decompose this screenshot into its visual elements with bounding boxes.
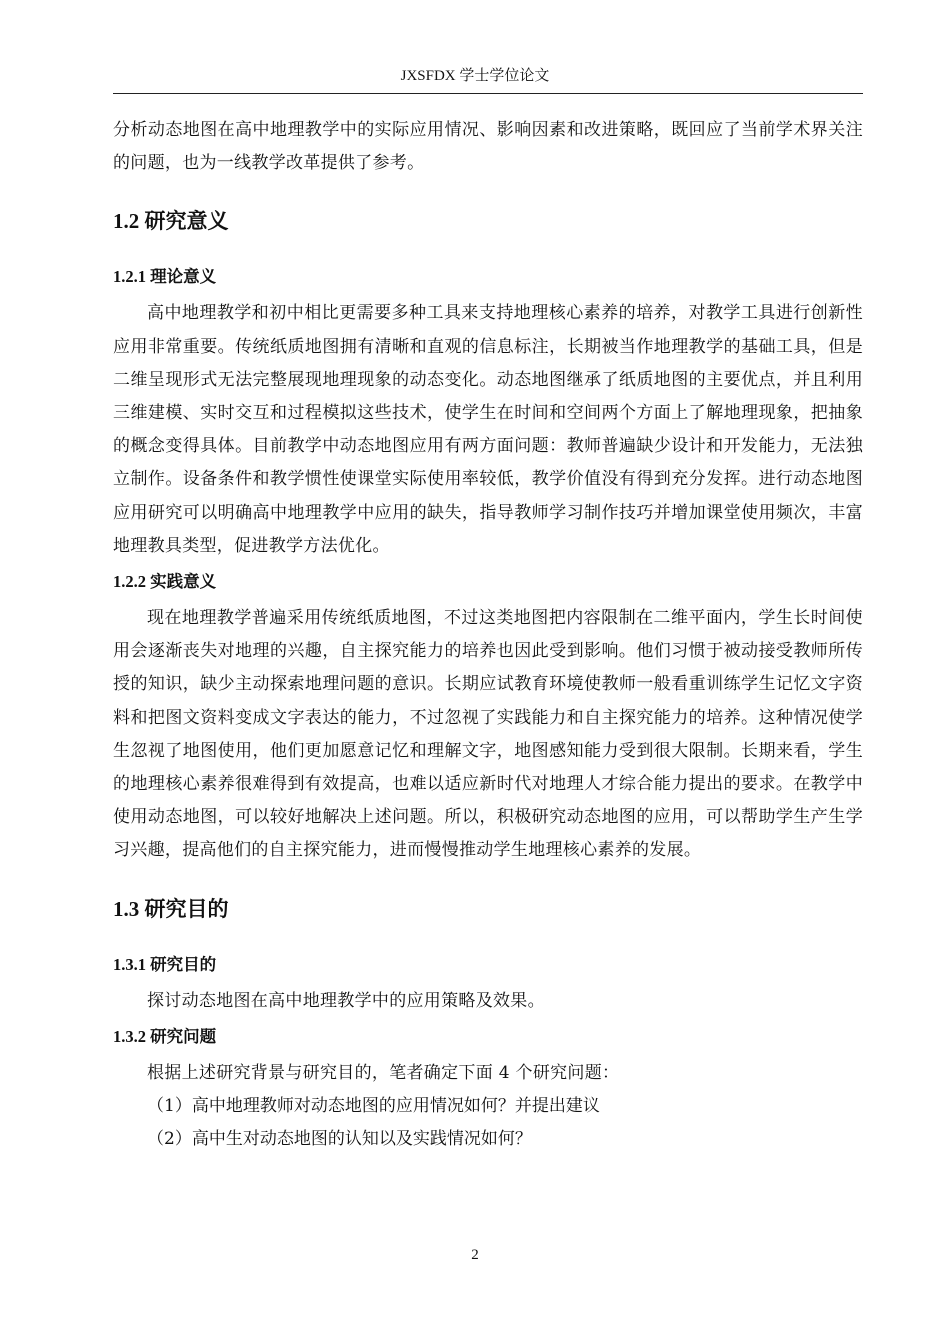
section-heading-1-3: 1.3 研究目的 [113,896,229,921]
paragraph-research-questions-intro: 根据上述研究背景与研究目的，笔者确定下面 4 个研究问题： [147,1062,620,1083]
subsection-heading-1-3-1: 1.3.1 研究目的 [113,954,217,974]
intro-paragraph: 分析动态地图在高中地理教学中的实际应用情况、影响因素和改进策略，既回应了当前学术界关注的问题，也为一线教学改革提供了参考。 [113,120,863,174]
paragraph-theoretical-significance: 高中地理教学和初中相比更需要多种工具来支持地理核心素养的培养，对教学工具进行创新性应用非常重要。传统纸质地图拥有清晰和直观的信息标注，长期被当作地理教学的基础工具，但是二维呈现形式无法完整展现地理现象的动态变化。动态地图继承了纸质地图的主要优点，并且利用三维建模、实时交互和过程模拟这些技术，使学生在时间和空间两个方面上了解地理现象，把抽象的概念变得具体。目前教学中动态地图应用有两方面问题：教师普遍缺少设计和开发能力，无法独立制作。设备条件和教学惯性使课堂实际使用率较低，教学价值没有得到充分发挥。进行动态地图应用研究可以明确高中地理教学中应用的缺失，指导教师学习制作技巧并增加课堂使用频次，丰富地理教具类型，促进教学方法优化。 [113,303,863,556]
subsection-heading-1-2-2: 1.2.2 实践意义 [113,572,217,592]
page-number: 2 [471,1247,479,1263]
research-question-item: （2）高中生对动态地图的认知以及实践情况如何？ [147,1129,532,1150]
paragraph-practical-significance: 现在地理教学普遍采用传统纸质地图，不过这类地图把内容限制在二维平面内，学生长时间使用会逐渐丧失对地理的兴趣，自主探究能力的培养也因此受到影响。他们习惯于被动接受教师所传授的知识，缺少主动探索地理问题的意识。长期应试教育环境使教师一般看重训练学生记忆文字资料和把图文资料变成文字表达的能力，不过忽视了实践能力和自主探究能力的培养。这种情况使学生忽视了地图使用，他们更加愿意记忆和理解文字，地图感知能力受到很大限制。长期来看，学生的地理核心素养很难得到有效提高，也难以适应新时代对地理人才综合能力提出的要求。在教学中使用动态地图，可以较好地解决上述问题。所以，积极研究动态地图的应用，可以帮助学生产生学习兴趣，提高他们的自主探究能力，进而慢慢推动学生地理核心素养的发展。 [113,608,863,861]
paragraph-research-purpose: 探讨动态地图在高中地理教学中的应用策略及效果。 [147,990,545,1011]
header-divider [113,93,863,94]
subsection-heading-1-3-2: 1.3.2 研究问题 [113,1026,217,1046]
research-question-item: （1）高中地理教师对动态地图的应用情况如何？并提出建议 [147,1096,600,1117]
page-content [113,114,863,1156]
page-header: JXSFDX 学士学位论文 [400,68,550,84]
section-heading-1-2: 1.2 研究意义 [113,209,229,234]
subsection-heading-1-2-1: 1.2.1 理论意义 [113,267,217,287]
